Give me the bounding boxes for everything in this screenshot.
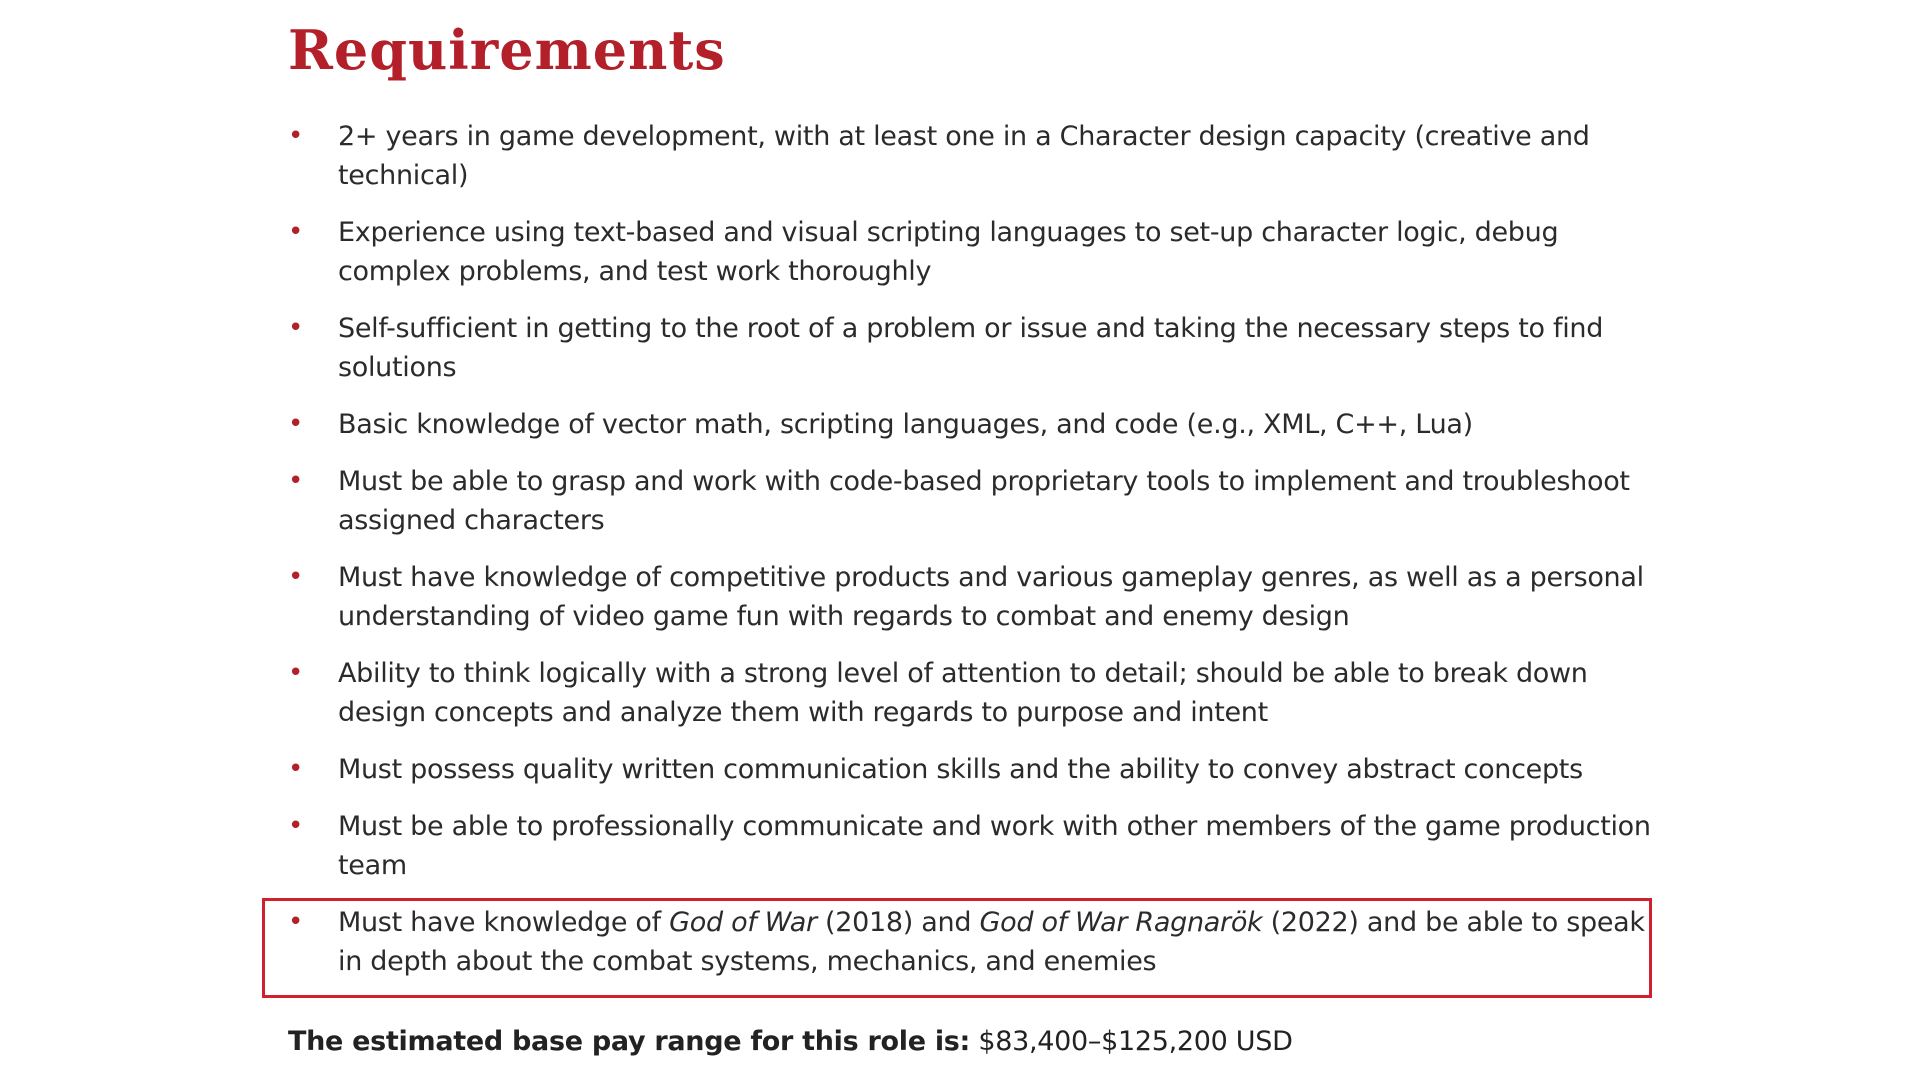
- requirements-list: [288, 117, 1668, 999]
- list-item: [288, 117, 1668, 195]
- list-item-text: [338, 658, 1588, 728]
- list-item-text: [338, 907, 1645, 977]
- game-title-text: God of War: [669, 907, 817, 938]
- game-title-text: God of War Ragnarök: [979, 907, 1263, 938]
- text-segment: Must be able to professionally communicate and work with other members of the game production team: [338, 811, 1651, 881]
- list-item: [288, 213, 1668, 291]
- bullet-icon: •: [288, 658, 304, 688]
- list-item-text: [338, 121, 1590, 191]
- list-item: [288, 807, 1668, 885]
- text-segment: Must be able to grasp and work with code-based proprietary tools to implement and troubleshoot assigned characters: [338, 466, 1630, 536]
- text-segment: Must possess quality written communication skills and the ability to convey abstract concepts: [338, 754, 1583, 785]
- text-segment: Experience using text-based and visual scripting languages to set-up character logic, debug complex problems, and test work thoroughly: [338, 217, 1559, 287]
- list-item: [288, 558, 1668, 636]
- bullet-icon: •: [288, 754, 304, 784]
- list-item-text: [338, 313, 1603, 383]
- bullet-icon: •: [288, 409, 304, 439]
- bullet-icon: •: [288, 811, 304, 841]
- list-item-text: [338, 754, 1583, 785]
- list-item: [288, 462, 1668, 540]
- pay-range-label: The estimated base pay range for this role is:: [288, 1026, 971, 1057]
- text-segment: (2018) and: [816, 907, 980, 938]
- text-segment: Self-sufficient in getting to the root of a problem or issue and taking the necessary steps to find solutions: [338, 313, 1604, 383]
- pay-range-value: $83,400–$125,200 USD: [970, 1026, 1293, 1057]
- text-segment: Basic knowledge of vector math, scripting languages, and code (e.g., XML, C++, Lua): [338, 409, 1473, 440]
- pay-range: [288, 1022, 1293, 1061]
- section-title: Requirements: [288, 18, 726, 82]
- bullet-icon: •: [288, 907, 304, 937]
- list-item-text: [338, 409, 1473, 440]
- text-segment: Must have knowledge of competitive products and various gameplay genres, as well as a personal understanding of video game fun with regards to combat and enemy design: [338, 562, 1644, 632]
- bullet-icon: •: [288, 313, 304, 343]
- list-item-text: [338, 217, 1558, 287]
- bullet-icon: •: [288, 562, 304, 592]
- list-item: [288, 654, 1668, 732]
- list-item-text: [338, 466, 1630, 536]
- list-item-highlighted: [288, 903, 1668, 981]
- text-segment: Ability to think logically with a strong level of attention to detail; should be able to break down design concepts and analyze them with regards to purpose and intent: [338, 658, 1588, 728]
- list-item: [288, 405, 1668, 444]
- bullet-icon: •: [288, 217, 304, 247]
- bullet-icon: •: [288, 466, 304, 496]
- list-item-text: [338, 811, 1651, 881]
- text-segment: 2+ years in game development, with at least one in a Character design capacity (creative and technical): [338, 121, 1590, 191]
- list-item: [288, 309, 1668, 387]
- list-item-text: [338, 562, 1644, 632]
- text-segment: (2022) and be able to speak in depth about the combat systems, mechanics, and enemies: [338, 907, 1645, 977]
- text-segment: Must have knowledge of: [338, 907, 670, 938]
- bullet-icon: •: [288, 121, 304, 151]
- list-item: [288, 750, 1668, 789]
